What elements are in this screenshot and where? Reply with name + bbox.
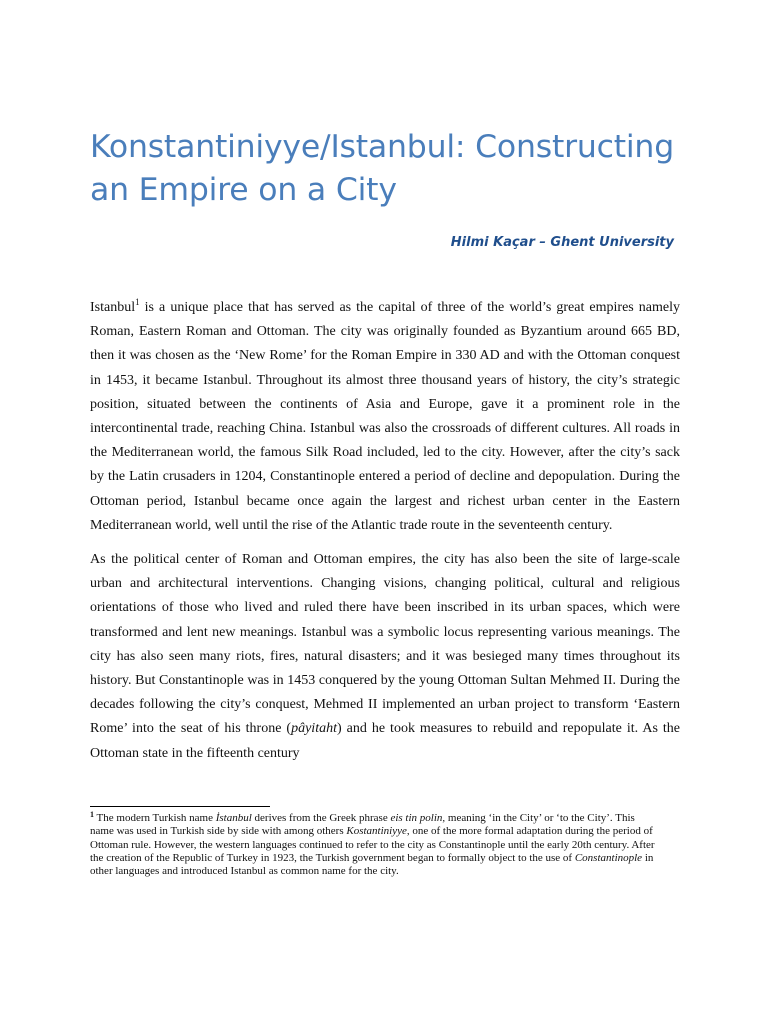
document-title [90, 126, 690, 212]
title-line-2: an Empire on a City [90, 172, 397, 208]
footnote-term-constantinople: Constantinople [574, 851, 643, 864]
paragraph-2-text-before: As the political center of Roman and Ottoman empires, the city has also been the site of large-scale urban and architectural interventions. Changing visions, changing political, cultural and religious orientations of those who lived and ruled there have been inscribed in its urban spaces, which were transformed and lent new meanings. Istanbul was a symbolic locus representing various meanings. The city has also seen many riots, fires, natural disasters; and it was besieged many times throughout its history. But Constantinople was in 1453 conquered by the young Ottoman Sultan Mehmed II. During the decades following the city’s conquest, Mehmed II implemented an urban project to transform ‘Eastern Rome’ into the seat of his throne ( [90, 552, 680, 737]
body-text [90, 296, 680, 776]
footnote-term-kostantiniyye: Kostantiniyye [346, 825, 407, 838]
paragraph-2 [90, 548, 680, 766]
paragraph-2-italic-term: pâyitaht [291, 721, 337, 737]
paragraph-1-text: is a unique place that has served as the capital of three of the world’s great empires namely Roman, Eastern Roman and Ottoman. The city was originally founded as Byzantium around 665 BD, then it was chosen as the ‘New Rome’ for the Roman Empire in 330 AD and with the Ottoman conquest in 1453, it became Istanbul. Throughout its almost three thousand years of history, the city’s strategic position, situated between the continents of Asia and Europe, gave it a prominent role in the intercontinental trade, reaching China. Istanbul was also the crossroads of different cultures. All roads in the Mediterranean world, the famous Silk Road included, led to the city. However, after the city’s sack by the Latin crusaders in 1204, Constantinople entered a period of decline and depopulation. During the Ottoman period, Istanbul became once again the largest and richest urban center in the Eastern Mediterranean world, well until the rise of the Atlantic trade route in the seventeenth century. [90, 300, 680, 533]
footnote-part-3: meaning ‘in the City’ or ‘to the City’. This name was used in Turkish side by side with among others [90, 812, 635, 838]
footnote-part-2: derives from the Greek phrase [251, 812, 391, 824]
footnote-part-4: , one of the more formal adaptation during the period of Ottoman rule. However, the western languages continued to refer to the city as Constantinople until the early 20th century. After the creation of the Republic of Turkey in 1923, the Turkish government began to formally object to the use of [90, 825, 655, 864]
footnote-term-istanbul: İstanbul [215, 812, 252, 824]
author-affiliation: Hilmi Kaçar – Ghent University [450, 235, 674, 250]
title-line-1: Konstantiniyye/Istanbul: Constructing [90, 129, 674, 165]
footnote-part-5: in other languages and introduced Istanbul as common name for the city. [90, 851, 654, 878]
footnote-number: 1 [90, 810, 94, 819]
paragraph-2-text-after: ) and he took measures to rebuild and repopulate it. As the Ottoman state in the fifteenth century [90, 721, 680, 761]
footnote-separator [90, 806, 270, 807]
footnote-term-greek-phrase: eis tin polin, [390, 812, 446, 824]
footnote-marker[interactable]: 1 [135, 297, 140, 307]
footnote [90, 812, 658, 878]
paragraph-1-lead: Istanbul [90, 300, 136, 315]
footnote-part-1: The modern Turkish name [94, 812, 216, 824]
paragraph-1 [90, 296, 680, 538]
